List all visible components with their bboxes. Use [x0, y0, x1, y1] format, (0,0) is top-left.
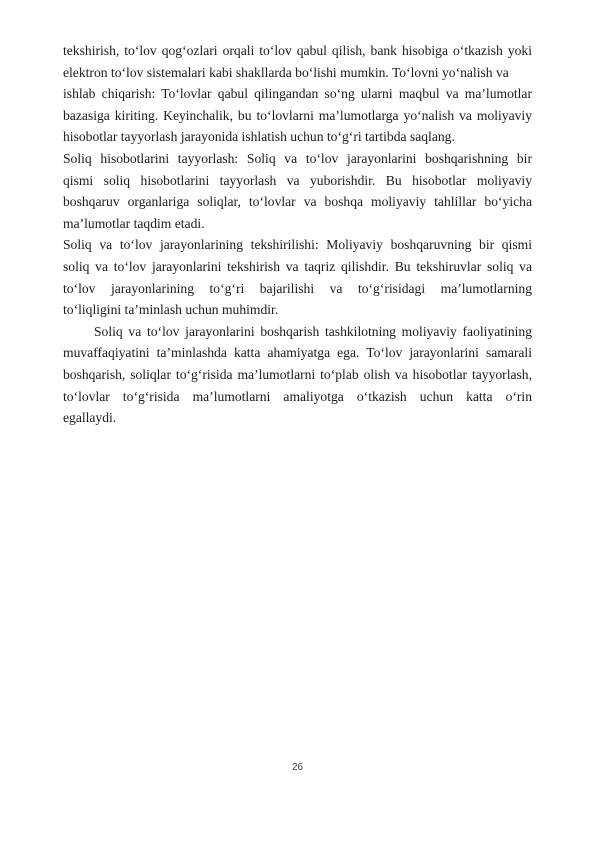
- text-line: to‘liqligini ta’minlash uchun muhimdir.: [63, 302, 279, 318]
- paragraph-payment-processing: [63, 83, 532, 148]
- text-line: hisobotlar tayyorlash jarayonida ishlatish uchun to‘g‘ri tartibda saqlang.: [63, 129, 455, 145]
- text-line: boshqarish, soliqlar to‘g‘risida ma’lumotlarni to‘plab olish va hisobotlar tayyorlash,: [63, 366, 532, 382]
- page-number: 26: [291, 762, 304, 773]
- text-line: to‘lov jarayonlarining to‘g‘ri bajarilishi va to‘g‘risidagi ma’lumotlarning: [63, 280, 532, 296]
- text-line: soliq va to‘lov jarayonlarini tekshirish va taqriz qilishdir. Bu tekshiruvlar soliq va: [63, 258, 532, 274]
- text-line: to‘lovlar to‘g‘risida ma’lumotlarni amaliyotga o‘tkazish uchun katta o‘rin: [63, 388, 532, 404]
- text-line: muvaffaqiyatini ta’minlashda katta ahamiyatga ega. To‘lov jarayonlarini samarali: [63, 345, 532, 361]
- text-line: ishlab chiqarish: To‘lovlar qabul qilingandan so‘ng ularni maqbul va ma’lumotlar: [63, 86, 532, 102]
- document-page: [63, 40, 532, 429]
- text-line: boshqaruv organlariga soliqlar, to‘lovlar va boshqa moliyaviy tahlillar bo‘yicha: [63, 194, 532, 210]
- text-line: tekshirish, to‘lov qog‘ozlari orqali to‘lov qabul qilish, bank hisobiga o‘tkazish yoki: [63, 43, 532, 58]
- text-line: bazasiga kiriting. Keyinchalik, bu to‘lovlarni ma’lumotlarga yo‘nalish va moliyaviy: [63, 107, 532, 123]
- text-line: egallaydi.: [63, 410, 117, 426]
- text-line: Soliq hisobotlarini tayyorlash: Soliq va to‘lov jarayonlarini boshqarishning bir: [63, 150, 532, 166]
- paragraph-tax-audit: [63, 234, 532, 320]
- text-line: Soliq va to‘lov jarayonlarini boshqarish tashkilotning moliyaviy faoliyatining: [94, 323, 532, 339]
- text-line: Soliq va to‘lov jarayonlarining tekshirilishi: Moliyaviy boshqaruvning bir qismi: [63, 237, 532, 253]
- text-line: elektron to‘lov sistemalari kabi shakllarda bo‘lishi mumkin. To‘lovni yo‘nalish va: [63, 64, 509, 80]
- paragraph-conclusion: [63, 321, 532, 429]
- text-line: ma’lumotlar taqdim etadi.: [63, 215, 205, 231]
- paragraph-payment-forms: [63, 40, 532, 83]
- paragraph-tax-reports: [63, 148, 532, 234]
- text-line: qismi soliq hisobotlarini tayyorlash va yuborishdir. Bu hisobotlar moliyaviy: [63, 172, 532, 188]
